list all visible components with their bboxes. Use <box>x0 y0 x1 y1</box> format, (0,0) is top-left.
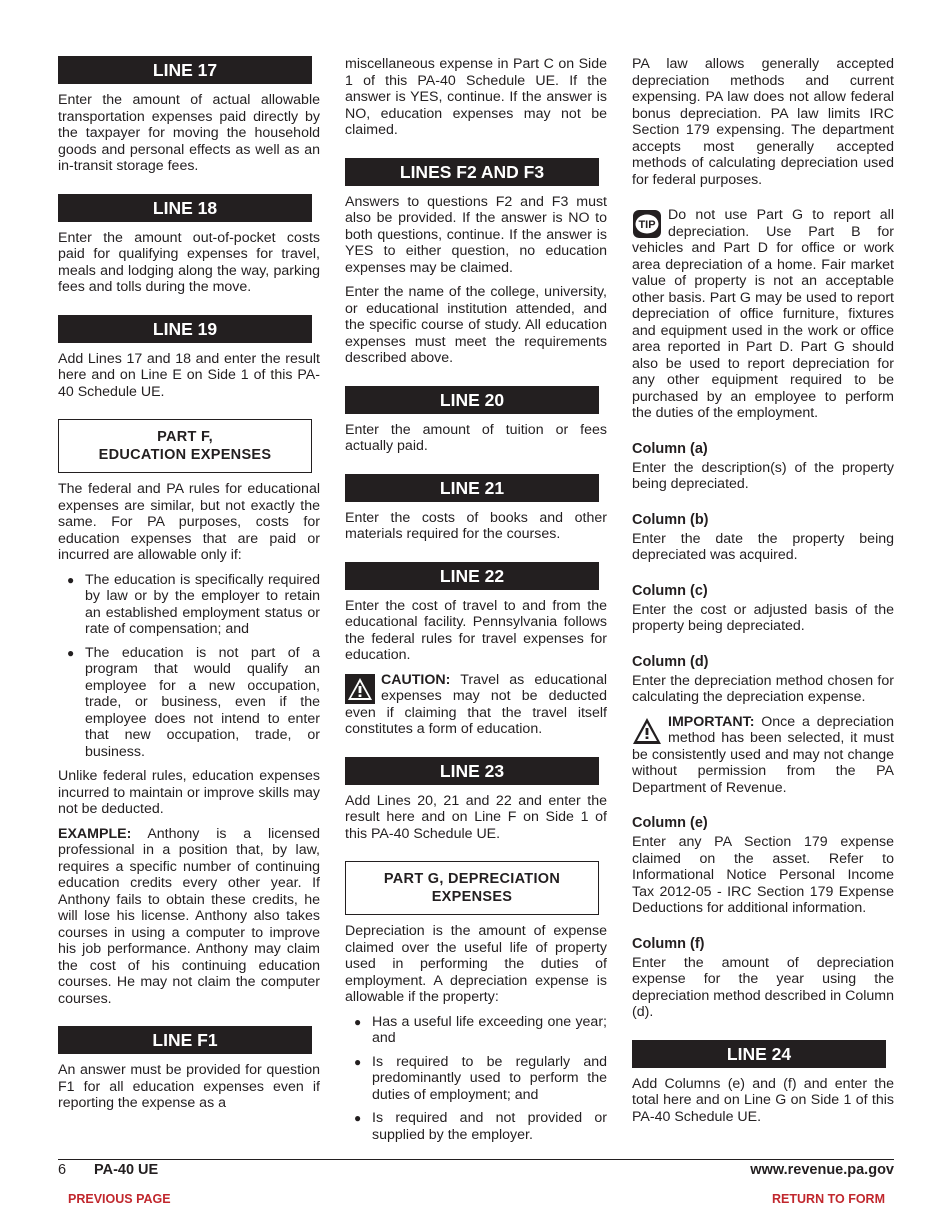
warning-icon <box>345 674 375 704</box>
line-f1-continued: miscellaneous expense in Part C on Side 1 of this PA-40 Schedule UE. If the answer is YES, continue. If the answer is NO, education expenses may not be claimed. <box>345 56 607 138</box>
warning-icon <box>632 716 662 746</box>
line-17-header: LINE 17 <box>58 56 312 84</box>
list-item: ● The education is not part of a program that would qualify an employee for a new occupation, trade, or business, even if the employee does not intend to enter that new occupation, trade, or business. <box>67 644 320 760</box>
list-item: ● The education is specifically required by law or by the employer to retain an established employment status or rate of compensation; and <box>67 571 320 637</box>
column-a-title: Column (a) <box>632 440 708 457</box>
part-g-title-line2: EXPENSES <box>431 889 513 905</box>
part-f-title-line2: EDUCATION EXPENSES <box>98 447 272 463</box>
column-b-text: Enter the date the property being depreciated was acquired. <box>632 530 894 563</box>
website-url[interactable]: www.revenue.pa.gov <box>750 1162 894 1178</box>
line-23-text: Add Lines 20, 21 and 22 and enter the result here and on Line F on Side 1 of this PA-40 Schedule UE. <box>345 792 607 842</box>
previous-page-link[interactable]: PREVIOUS PAGE <box>68 1192 171 1206</box>
page-number: 6 <box>58 1162 67 1178</box>
caution-label: CAUTION: <box>381 671 451 688</box>
line-21-header: LINE 21 <box>345 474 599 502</box>
tip-note <box>632 207 894 422</box>
line-18-text: Enter the amount out-of-pocket costs paid for qualifying expenses for travel, meals and lodging along the way, parking fees and tolls during the move. <box>58 229 320 295</box>
line-19-header: LINE 19 <box>58 315 312 343</box>
part-f-bullets <box>58 572 320 761</box>
line-23-header: LINE 23 <box>345 757 599 785</box>
list-item: ● Is required to be regularly and predominantly used to perform the duties of employment; and <box>354 1053 607 1103</box>
part-f-intro: The federal and PA rules for educational expenses are similar, but not exactly the same. For PA purposes, costs for education expenses that are paid or incurred are allowable only if: <box>58 481 320 563</box>
line-24-text: Add Columns (e) and (f) and enter the total here and on Line G on Side 1 of this PA-40 Schedule UE. <box>632 1075 894 1125</box>
example-text: Anthony is a licensed professional in a position that, by law, requires a specific number of continuing education credits every other year. If Anthony fails to obtain these credits, he will lose his license. Anthony also takes courses in using a computer to improve his job performance. Anthony may claim the cost of his continuing education courses. He may not claim the computer courses. <box>58 825 320 1007</box>
part-f-header <box>58 419 312 473</box>
line-19-text: Add Lines 17 and 18 and enter the result here and on Line E on Side 1 of this PA-40 Schedule UE. <box>58 350 320 400</box>
part-g-intro: Depreciation is the amount of expense claimed over the useful life of property used in performing the duties of employment. A depreciation expense is allowable if the property: <box>345 923 607 1005</box>
column-b-title: Column (b) <box>632 511 709 528</box>
line-f1-text: An answer must be provided for question F1 for all education expenses even if reporting the expense as a <box>58 1062 320 1111</box>
lines-f2-f3-header: LINES F2 AND F3 <box>345 158 599 186</box>
column-f-text: Enter the amount of depreciation expense for the year using the depreciation method described in Column (d). <box>632 954 894 1020</box>
form-name: PA-40 UE <box>94 1162 159 1178</box>
column-e-text: Enter any PA Section 179 expense claimed on the asset. Refer to Informational Notice Personal Income Tax 2012-05 - IRC Section 179 Expense Deductions for additional information. <box>632 834 894 916</box>
column-a-text: Enter the description(s) of the property being depreciated. <box>632 459 894 492</box>
line-17-text: Enter the amount of actual allowable transportation expenses paid directly by the taxpayer for moving the household goods and personal effects as well as an in-transit storage fees. <box>58 92 320 174</box>
column-c-title: Column (c) <box>632 582 708 599</box>
part-f-title-line1: PART F, <box>157 429 213 445</box>
tip-icon <box>632 209 662 239</box>
line-f1-header: LINE F1 <box>58 1026 312 1054</box>
column-d-title: Column (d) <box>632 653 709 670</box>
return-to-form-link[interactable]: RETURN TO FORM <box>772 1192 885 1206</box>
tip-text: Do not use Part G to report all depreciation. Use Part B for vehicles and Part D for office or work area depreciation of a home. Fair market value of property is not an acceptable other basis. Part G may be used to report depreciation of office furniture, fixtures and equipment used in the work or office area reported in Part D. Part G should also be used to report depreciation for any other equipment required to be purchased by an employee to perform the duties of the employment. <box>632 207 894 421</box>
part-g-bullets <box>345 1014 607 1144</box>
line-22-text: Enter the cost of travel to and from the educational facility. Pennsylvania follows the federal rules for travel expenses for education. <box>345 597 607 663</box>
part-g-title-line1: PART G, DEPRECIATION <box>383 871 561 887</box>
example-label: EXAMPLE: <box>58 825 132 842</box>
line-22-header: LINE 22 <box>345 562 599 590</box>
part-f-example <box>58 826 320 1008</box>
line-20-header: LINE 20 <box>345 386 599 414</box>
lines-f2-f3-text1: Answers to questions F2 and F3 must also be provided. If the answer is NO to both questions, continue. If the answer is YES to either question, no education expenses may be claimed. <box>345 193 607 276</box>
footer-divider <box>58 1159 894 1160</box>
line-21-text: Enter the costs of books and other materials required for the courses. <box>345 509 607 542</box>
caution-note <box>345 672 607 738</box>
part-g-header <box>345 861 599 915</box>
line-18-header: LINE 18 <box>58 194 312 222</box>
column-2 <box>345 56 607 1151</box>
column-e-title: Column (e) <box>632 815 708 831</box>
important-text: Once a depreciation method has been selected, it must be consistently used and may not change without permission from the PA Department of Revenue. <box>632 713 894 796</box>
list-item: ● Is required and not provided or supplied by the employer. <box>354 1110 607 1143</box>
column-c-text: Enter the cost or adjusted basis of the property being depreciated. <box>632 601 894 634</box>
lines-f2-f3-text2: Enter the name of the college, university, or educational institution attended, and the specific course of study. All education expenses must meet the requirements described above. <box>345 284 607 366</box>
tip-icon-label: TIP <box>638 219 656 231</box>
caution-text: Travel as educational expenses may not be deducted even if claiming that the travel itself constitutes a form of education. <box>345 671 607 737</box>
column-1 <box>58 56 320 1120</box>
pa-law-text: PA law allows generally accepted depreciation methods and current expensing. PA law does not allow federal bonus depreciation. PA law limits IRC Section 179 expensing. The department accepts most generally accepted methods of calculating depreciation used for federal purposes. <box>632 56 894 188</box>
list-item: ● Has a useful life exceeding one year; and <box>354 1013 607 1046</box>
line-24-header: LINE 24 <box>632 1040 886 1068</box>
important-label: IMPORTANT: <box>668 713 755 730</box>
column-d-text: Enter the depreciation method chosen for calculating the depreciation expense. <box>632 672 894 705</box>
important-note <box>632 714 894 797</box>
part-f-unlike: Unlike federal rules, education expenses incurred to maintain or improve skills may not be deducted. <box>58 768 320 817</box>
column-f-title: Column (f) <box>632 935 705 952</box>
line-20-text: Enter the amount of tuition or fees actually paid. <box>345 421 607 454</box>
column-3 <box>632 56 894 1133</box>
